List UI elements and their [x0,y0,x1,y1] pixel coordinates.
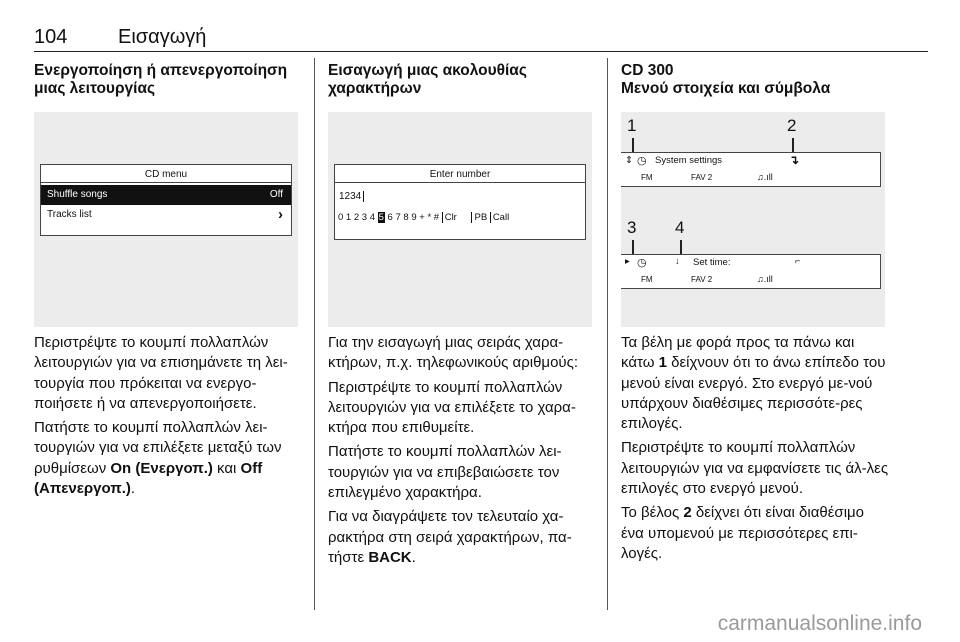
column-divider [607,58,608,610]
screen-title: System settings [655,155,723,166]
heading-cd300: CD 300 Μενού στοιχεία και σύμβολα [621,62,831,97]
paragraph: Περιστρέψτε το κουμπί πολλαπλών λειτουργιών για να επισημάνετε τη λει-τουργία που πρόκειται να ενεργο-ποιήσετε ή να απενεργοποιήσετε. [34,334,288,412]
section-title: Εισαγωγή [118,26,207,48]
row-label: Shuffle songs [47,189,108,200]
paragraph: Τα βέλη με φορά προς τα πάνω και κάτω 1 δείχνουν ότι το άνω επίπεδο του μενού είναι ενεργό. Στο ενεργό με-νού υπάρχουν διαθέσιμες περισσότε-ρες επιλογές. [621,334,886,433]
divider [41,182,291,183]
screen-title: Set time: [693,257,731,268]
heading-enter-characters: Εισαγωγή μιας ακολουθίας χαρακτήρων [328,62,527,97]
enter-number-figure [328,112,592,327]
return-arrow-icon: ⌐ [795,256,801,267]
character-picker[interactable]: 0 1 2 3 4 5 6 7 8 9 + * # Clr PB Call [338,212,510,223]
music-signal-icon: ♫.ıll [757,274,773,284]
clock-icon: ◷ [637,155,647,167]
row-label: Tracks list [47,209,92,220]
selected-character[interactable]: 5 [378,212,384,223]
column-2 [328,62,596,572]
column-3 [621,62,889,568]
row-value: Off [269,189,283,200]
callout-2: 2 [787,116,797,135]
clock-icon: ◷ [637,257,647,269]
callout-4: 4 [675,218,685,237]
submenu-arrow-icon: ↴ [789,153,800,167]
paragraph: Για την εισαγωγή μιας σειράς χαρα-κτήρων, π.χ. τηλεφωνικούς αριθμούς: [328,334,579,372]
cd-menu-figure [34,112,298,327]
callout-3: 3 [627,218,637,237]
menu-symbols-figure [621,112,885,327]
system-settings-screen: ⇕ ◷ System settings ↴ FM FAV 2 ♫.ıll [621,152,881,187]
pb-key[interactable]: PB [471,212,487,223]
paragraph: Περιστρέψτε το κουμπί πολλαπλών λειτουργιών για να επιλέξετε το χαρα-κτήρα που επιθυμείτε. [328,378,576,437]
paragraph: Πατήστε το κουμπί πολλαπλών λει-τουργιών για να επιλέξετε μεταξύ των ρυθμίσεων On (Ενεργοπ.) και Off (Απενεργοπ.). [34,419,282,498]
paragraph: Περιστρέψτε το κουμπί πολλαπλών λειτουργιών για να εμφανίσετε τις άλ-λες επιλογές στο ενεργό μενού. [621,439,889,498]
chevron-right-icon: › [278,206,283,223]
up-down-arrows-icon: ⇕ [625,155,633,166]
call-key[interactable]: Call [490,212,509,223]
music-signal-icon: ♫.ıll [757,172,773,182]
number-entry: 1234 [335,185,585,202]
callout-1: 1 [627,116,637,135]
set-time-screen: ▸ ◷ ↓ Set time: ⌐ FM FAV 2 ♫.ıll [621,254,881,289]
clr-key[interactable]: Clr [442,212,457,223]
column-1 [34,62,302,503]
cd-menu-screen [40,164,292,236]
menu-row-shuffle[interactable] [41,185,291,205]
enter-number-screen [334,164,586,240]
column-divider [314,58,315,610]
page-header [34,24,928,52]
page-number: 104 [34,26,68,48]
down-arrow-icon: ↓ [675,256,680,267]
watermark: carmanualsonline.info [717,612,922,635]
divider [335,182,585,183]
play-arrow-icon: ▸ [625,256,630,267]
menu-row-tracks[interactable] [41,205,291,225]
screen-title: Enter number [429,169,491,180]
paragraph: Πατήστε το κουμπί πολλαπλών λει-τουργιών για να επιβεβαιώσετε τον επιλεγμένο χαρακτήρα. [328,443,562,502]
screen-title: CD menu [144,169,188,180]
heading-toggle-function: Ενεργοποίηση ή απενεργοποίηση μιας λειτουργίας [34,62,288,97]
paragraph: Το βέλος 2 δείχνει ότι είναι διαθέσιμο ένα υπομενού με περισσότερες επι-λογές. [621,504,865,562]
paragraph: Για να διαγράψετε τον τελευταίο χα-ρακτήρα στη σειρά χαρακτήρων, πα-τήστε BACK. [328,508,572,566]
